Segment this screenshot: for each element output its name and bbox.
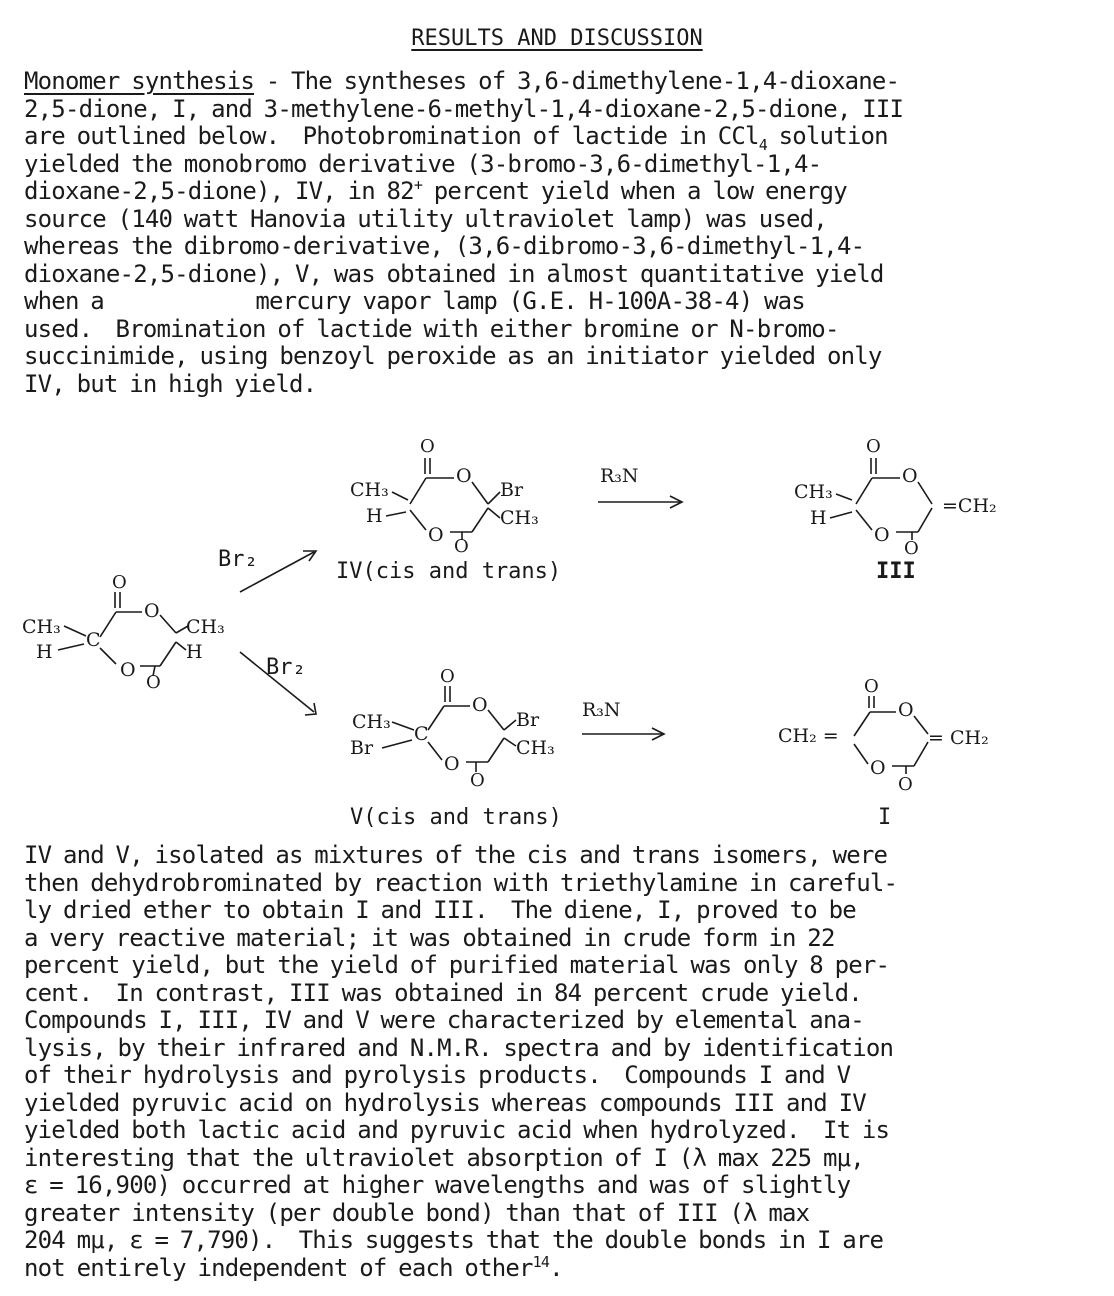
compound-iv-structure	[350, 436, 539, 557]
svg-text:= CH₂: = CH₂	[928, 727, 989, 749]
svg-text:O: O	[874, 524, 890, 546]
svg-text:Br: Br	[350, 737, 374, 759]
svg-text:CH₃: CH₃	[500, 507, 539, 529]
compound-v-structure	[350, 666, 555, 791]
svg-text:O: O	[902, 465, 918, 487]
svg-text:H: H	[810, 507, 827, 529]
svg-text:C: C	[414, 723, 429, 745]
lactide-structure	[22, 572, 225, 693]
svg-text:Br₂: Br₂	[218, 547, 258, 572]
svg-text:O: O	[904, 538, 919, 559]
label-i: I	[878, 805, 892, 830]
svg-text:Br: Br	[500, 479, 524, 501]
svg-text:O: O	[898, 774, 913, 795]
arrow-lower-dehydrobromination	[582, 699, 664, 740]
arrow-lower-bromination	[240, 652, 316, 715]
svg-text:O: O	[146, 672, 161, 693]
arrow-upper-bromination	[218, 547, 316, 592]
paragraph-lead-in: Monomer synthesis	[24, 67, 255, 95]
svg-text:H: H	[366, 505, 383, 527]
svg-text:CH₃: CH₃	[794, 481, 833, 503]
svg-text:H: H	[186, 641, 203, 663]
svg-text:O: O	[420, 436, 435, 457]
label-iv: IV(cis and trans)	[336, 559, 562, 584]
svg-text:CH₃: CH₃	[516, 737, 555, 759]
svg-text:CH₃: CH₃	[350, 479, 389, 501]
svg-text:C: C	[86, 629, 101, 651]
label-v: V(cis and trans)	[350, 805, 562, 830]
svg-text:O: O	[440, 666, 455, 687]
section-heading: RESULTS AND DISCUSSION	[411, 26, 703, 51]
compound-iii-structure	[794, 436, 997, 559]
svg-text:O: O	[454, 536, 469, 557]
svg-text:R₃N: R₃N	[582, 699, 621, 721]
svg-text:=CH₂: =CH₂	[942, 495, 997, 517]
svg-text:CH₃: CH₃	[352, 711, 391, 733]
svg-text:O: O	[444, 753, 460, 775]
reaction-scheme	[0, 420, 1114, 840]
svg-text:O: O	[112, 572, 127, 593]
svg-text:CH₃: CH₃	[186, 616, 225, 638]
svg-text:O: O	[866, 436, 881, 457]
label-iii: III	[876, 559, 916, 584]
svg-text:O: O	[472, 694, 488, 716]
svg-text:R₃N: R₃N	[600, 465, 639, 487]
arrow-upper-dehydrobromination	[598, 465, 682, 508]
svg-text:O: O	[898, 699, 914, 721]
svg-text:Br₂: Br₂	[266, 655, 306, 680]
svg-text:CH₃: CH₃	[22, 616, 61, 638]
paragraph-monomer-synthesis: Monomer synthesis - The syntheses of 3,6-dimethylene-1,4-dioxane- 2,5-dione, I, and 3-methylene-6-methyl-1,4-dioxane-2,5-dione, III are outlined below. Photobromination of lactide in CCl$_4$ solution yielded the monobromo derivative (3-bromo-3,6-dimethyl-1,4- dioxane-2,5-dione), IV, in 82+ percent yield when a low energy source (140 watt Hanovia utility ultraviolet lamp) was used, whereas the dibromo-derivative, (3,6-dibromo-3,6-dimethyl-1,4- dioxane-2,5-dione), V, was obtained in almost quantitative yield when a mercury vapor lamp (G.E. H-100A-38-4) was used. Bromination of lactide with either bromine or N-bromo- succinimide, using benzoyl peroxide as an initiator yielded only IV, but in high yield.	[24, 67, 904, 398]
svg-text:O: O	[470, 770, 485, 791]
svg-text:O: O	[870, 757, 886, 779]
svg-text:CH₂ =: CH₂ =	[778, 725, 839, 747]
compound-i-structure	[778, 676, 989, 795]
paragraph-characterization: IV and V, isolated as mixtures of the cis and trans isomers, were then dehydrobrominated by reaction with triethylamine in careful- ly dried ether to obtain I and III. The diene, I, proved to be a very reactive material; it was obtained in crude form in 22 percent yield, but the yield of purified material was only 8 per- cent. In contrast, III was obtained in 84 percent crude yield. Compounds I, III, IV and V were characterized by elemental ana- lysis, by their infrared and N.M.R. spectra and by identification of their hydrolysis and pyrolysis products. Compounds I and V yielded pyruvic acid on hydrolysis whereas compounds III and IV yielded both lactic acid and pyruvic acid when hydrolyzed. It is interesting that the ultraviolet absorption of I (λ max 225 mμ, ε = 16,900) occurred at higher wavelengths and was of slightly greater intensity (per double bond) than that of III (λ max 204 mμ, ε = 7,790). This suggests that the double bonds in I are not entirely independent of each other$^{14}$.	[24, 841, 898, 1282]
svg-text:O: O	[120, 659, 136, 681]
svg-text:O: O	[144, 600, 160, 622]
svg-text:O: O	[428, 524, 444, 546]
svg-text:O: O	[864, 676, 879, 697]
svg-text:H: H	[36, 641, 53, 663]
svg-text:Br: Br	[516, 709, 540, 731]
svg-text:O: O	[456, 465, 472, 487]
